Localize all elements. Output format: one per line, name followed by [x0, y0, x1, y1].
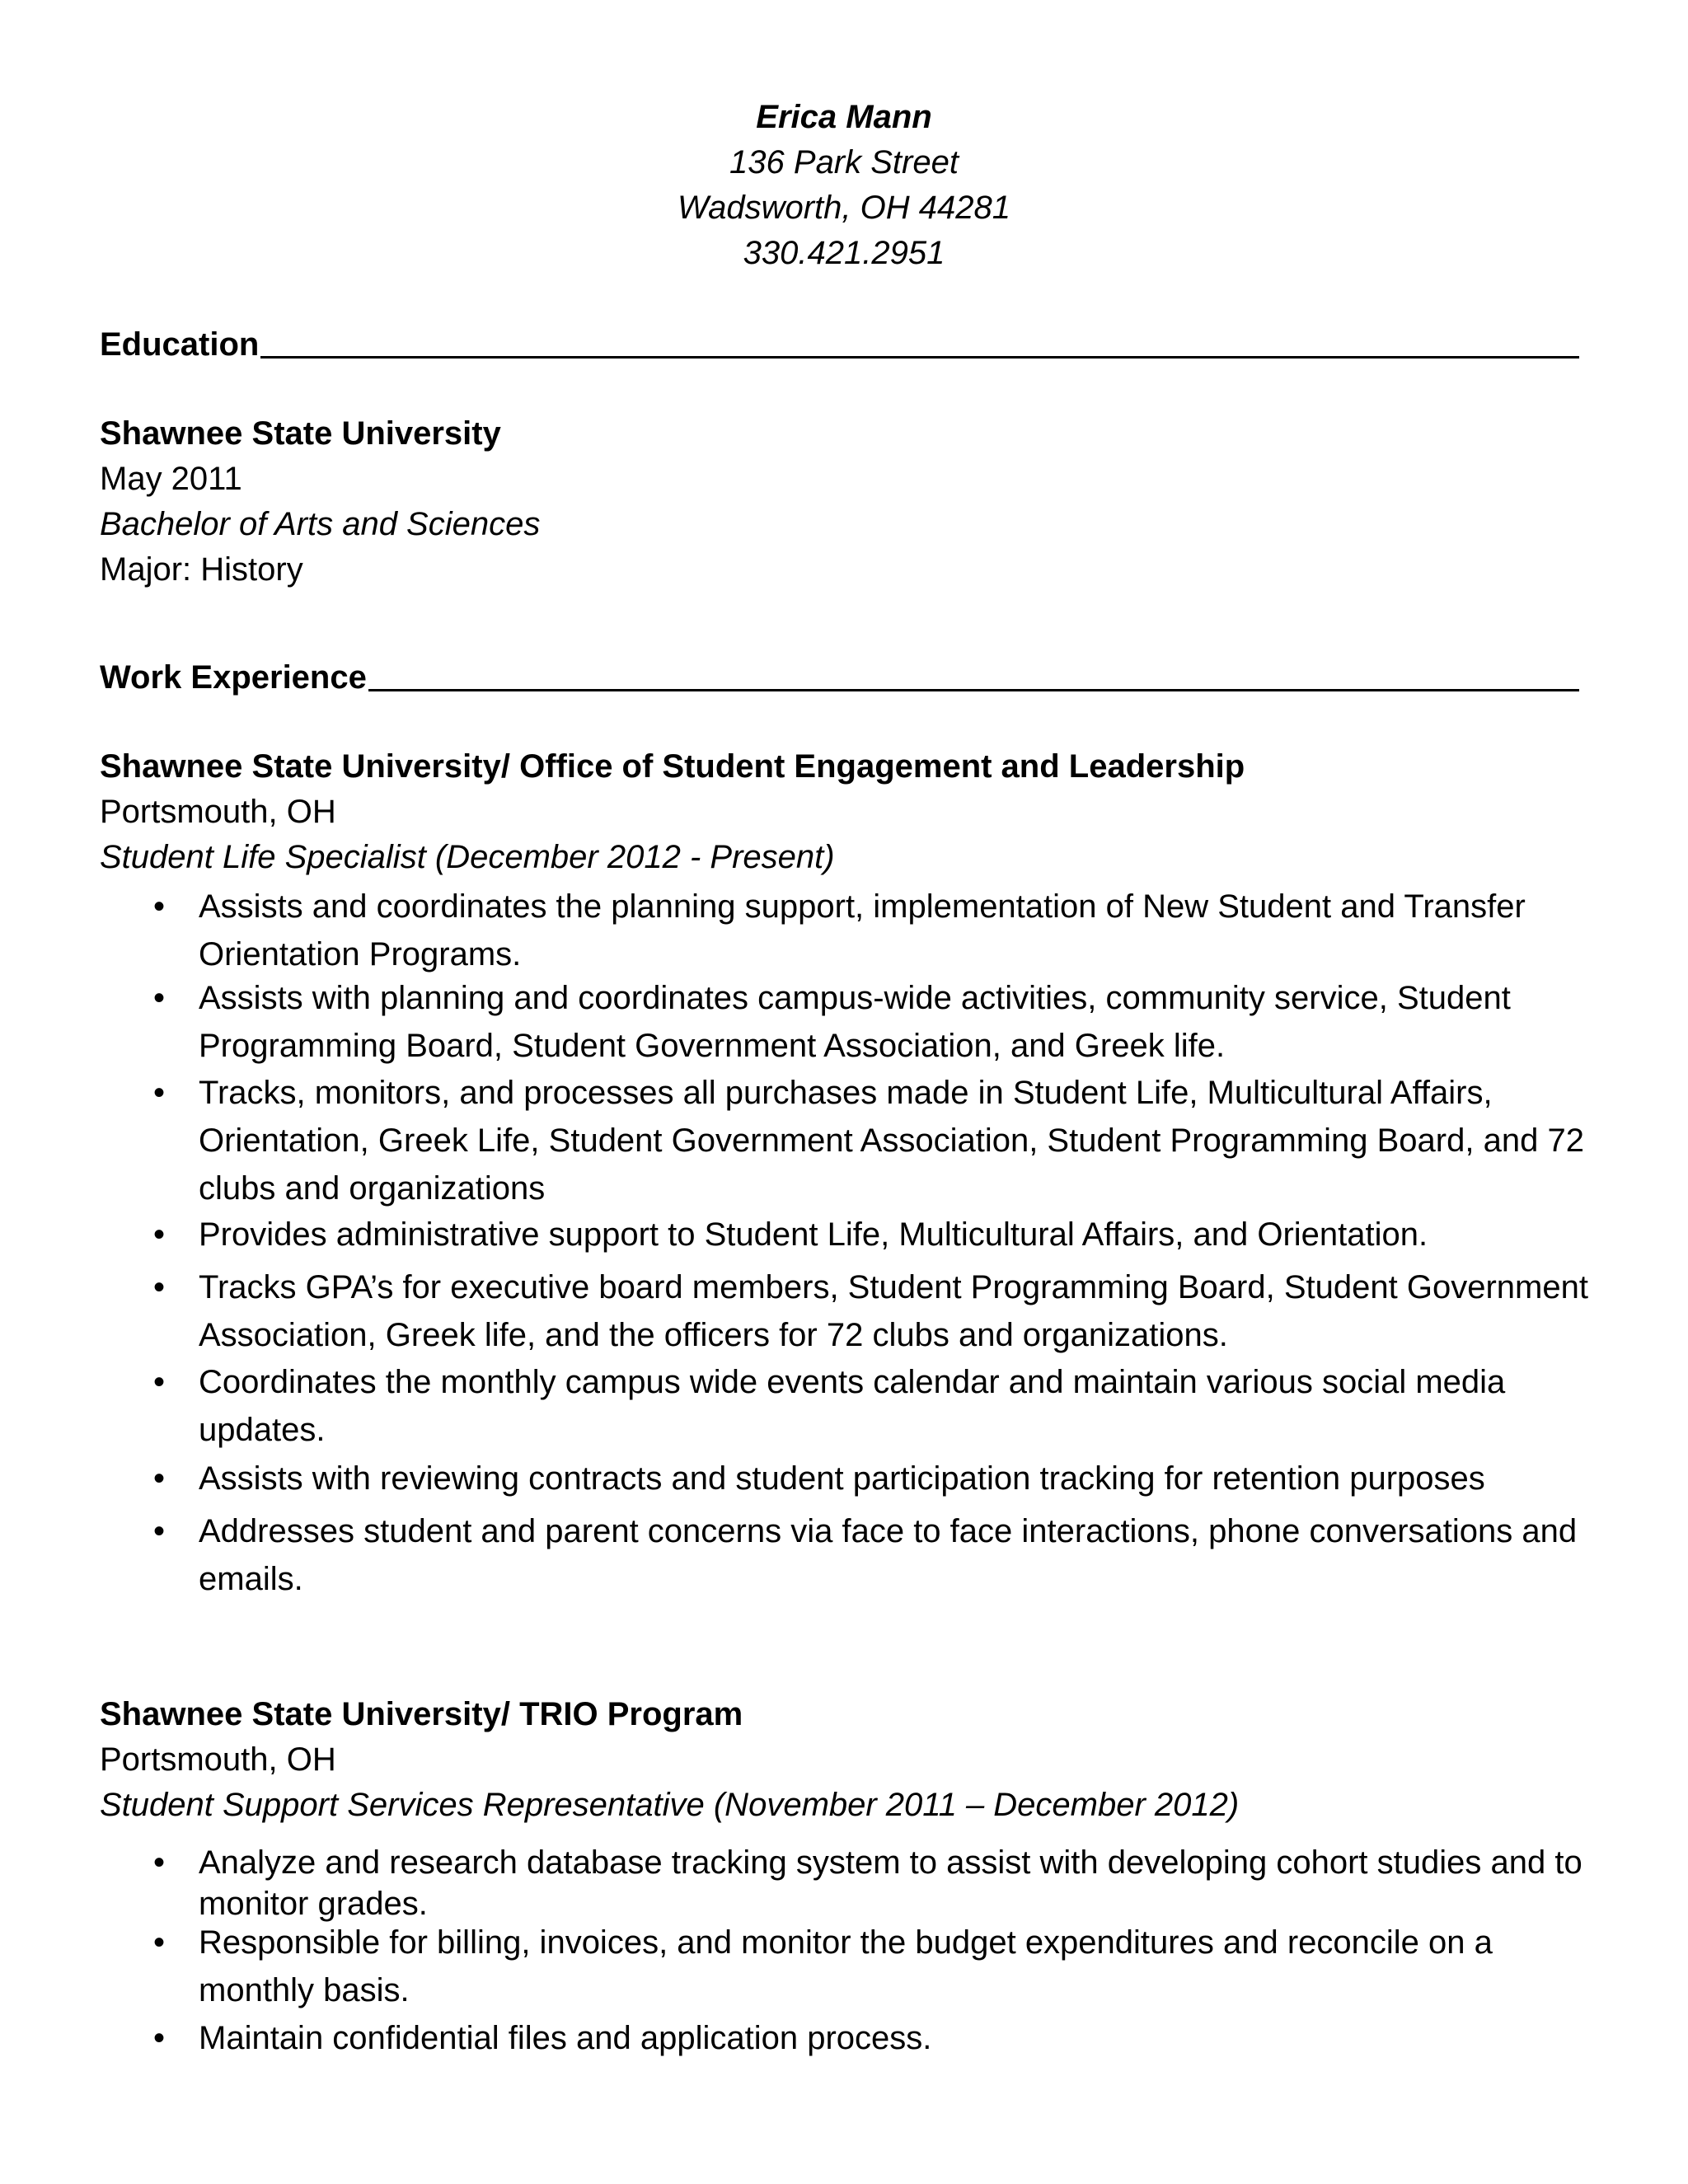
- work-heading-label: Work Experience: [100, 659, 367, 696]
- job-bullet: Assists and coordinates the planning support, implementation of New Student and Transfer Orientation Programs.: [199, 888, 1526, 972]
- job-bullet: Maintain confidential files and application process.: [199, 2020, 932, 2056]
- work-heading-rule: [368, 689, 1579, 691]
- phone-number: 330.421.2951: [743, 235, 945, 271]
- job-bullet: Responsible for billing, invoices, and monitor the budget expenditures and reconcile on a monthly basis.: [199, 1924, 1493, 2008]
- address-city: Wadsworth, OH 44281: [678, 190, 1010, 226]
- bullet-icon: •: [153, 1844, 166, 1881]
- bullet-icon: •: [153, 1216, 166, 1253]
- job-bullet: Analyze and research database tracking system to assist with developing cohort studies and to monitor grades.: [199, 1844, 1582, 1922]
- bullet-icon: •: [153, 1075, 166, 1111]
- bullet-icon: •: [153, 1513, 166, 1549]
- bullet-icon: •: [153, 1364, 166, 1400]
- job-title: Student Support Services Representative (November 2011 – December 2012): [100, 1787, 1240, 1823]
- job-organization: Shawnee State University/ TRIO Program: [100, 1696, 743, 1732]
- job-bullet: Assists with reviewing contracts and student participation tracking for retention purposes: [199, 1460, 1485, 1497]
- bullet-icon: •: [153, 888, 166, 925]
- job-title: Student Life Specialist (December 2012 - Present): [100, 839, 835, 875]
- education-heading-rule: [260, 356, 1579, 359]
- job-location: Portsmouth, OH: [100, 1741, 336, 1778]
- job-bullet: Coordinates the monthly campus wide events calendar and maintain various social media updates.: [199, 1364, 1506, 1448]
- bullet-icon: •: [153, 2020, 166, 2056]
- bullet-icon: •: [153, 1269, 166, 1305]
- work-heading: [100, 658, 1579, 697]
- bullet-icon: •: [153, 980, 166, 1016]
- education-major: Major: History: [100, 551, 303, 588]
- job-bullet: Provides administrative support to Student Life, Multicultural Affairs, and Orientation.: [199, 1216, 1428, 1253]
- bullet-icon: •: [153, 1924, 166, 1961]
- education-date: May 2011: [100, 461, 242, 497]
- job-location: Portsmouth, OH: [100, 794, 336, 830]
- job-bullet: Tracks, monitors, and processes all purchases made in Student Life, Multicultural Affairs, Orientation, Greek Life, Student Government Association, Student Programming Board, and 72 clubs and organizations: [199, 1075, 1584, 1207]
- job-bullet: Tracks GPA’s for executive board members, Student Programming Board, Student Government Association, Greek life, and the officers for 72 clubs and organizations.: [199, 1269, 1588, 1353]
- job-bullet: Assists with planning and coordinates campus-wide activities, community service, Student Programming Board, Student Government Association, and Greek life.: [199, 980, 1511, 1064]
- education-institution: Shawnee State University: [100, 415, 501, 452]
- bullet-icon: •: [153, 1460, 166, 1497]
- job-organization: Shawnee State University/ Office of Student Engagement and Leadership: [100, 748, 1245, 785]
- job-bullet: Addresses student and parent concerns via face to face interactions, phone conversations and emails.: [199, 1513, 1578, 1597]
- applicant-name: Erica Mann: [756, 99, 932, 135]
- education-heading-label: Education: [100, 326, 260, 363]
- address-street: 136 Park Street: [729, 144, 959, 180]
- education-degree: Bachelor of Arts and Sciences: [100, 506, 541, 542]
- education-heading: [100, 325, 1579, 364]
